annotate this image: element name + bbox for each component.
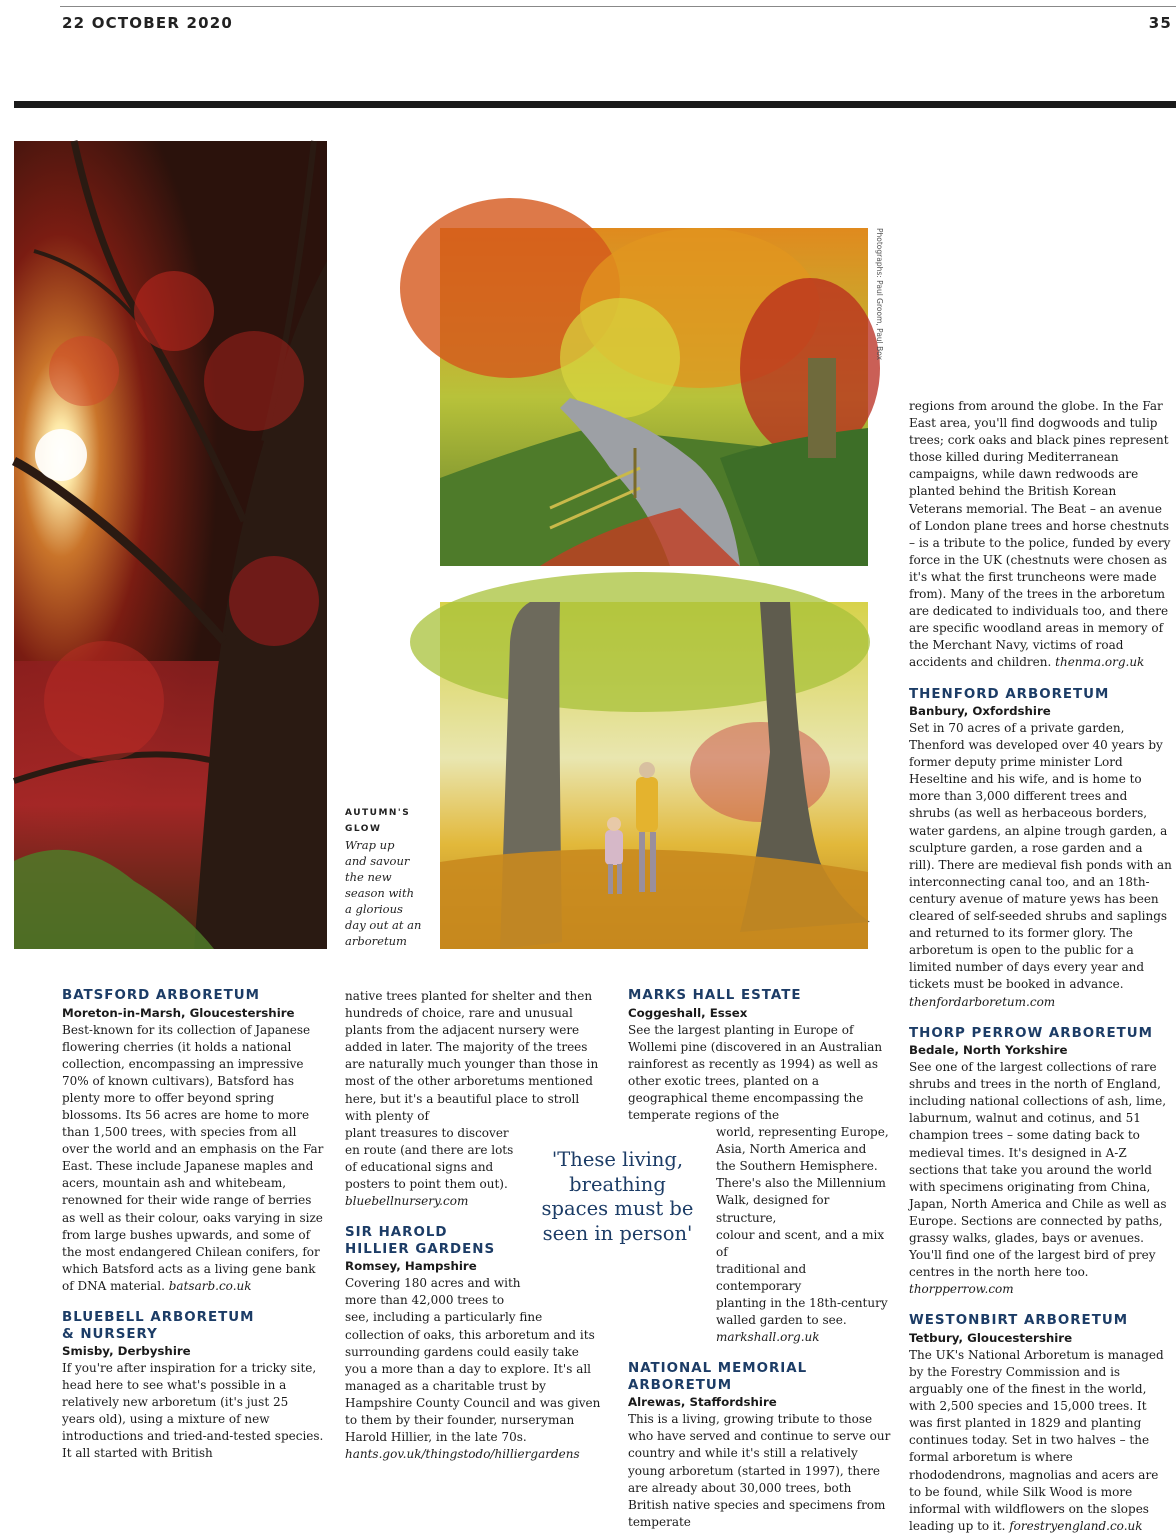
- national-memorial-location: Alrewas, Staffordshire: [628, 1395, 777, 1410]
- batsford-body: Best-known for its collection of Japanese flowering cherries (it holds a national collection, encompassing an impressive 70% of known cultivars), Batsford has plenty more to offer beyond spring blossoms. Its 56 acres are home to more than 1,500 trees, with species from all over the world and an emphasis on the Far East. These include Japanese maples and acers, mountain ash and whitebeam, renowned for their wide range of berries as well as their colour, oaks varying in size from large bushes upwards, and some of the most endangered Chilean conifers, for which Batsford acts as a living gene bank of DNA material.: [62, 1022, 324, 1293]
- hillier-location: Romsey, Hampshire: [345, 1259, 477, 1274]
- photo-caption: [345, 805, 427, 949]
- bluebell-location: Smisby, Derbyshire: [62, 1344, 191, 1358]
- marks-hall-body-line: walled garden to see.: [716, 1313, 847, 1328]
- bluebell-body-line: plant treasures to discover: [345, 1125, 509, 1140]
- photo-autumn-path: [440, 228, 868, 566]
- photo-autumn-tree-sunburst: [14, 141, 327, 949]
- westonbirt-body: The UK's National Arboretum is managed by the Forestry Commission and is arguably one of the finest in the world, with 2,500 species and 15,000 trees. It was first planted in 1829 and planting continues today. Set in two halves – the formal arboretum is where rhododendrons, magnolias and acers are to be found, while Silk Wood is more informal with wildflowers on the slopes leading up to it.: [909, 1347, 1164, 1533]
- marks-hall-url[interactable]: markshall.org.uk: [716, 1330, 820, 1345]
- hillier-body-line: Covering 180 acres and with: [345, 1276, 521, 1291]
- marks-hall-body-line: traditional and contemporary: [716, 1261, 807, 1293]
- batsford-title: BATSFORD ARBORETUM: [62, 988, 260, 1003]
- national-memorial-body: This is a living, growing tribute to those who have served and continue to serve our country and while it's still a relatively young arboretum (started in 1997), there are already about 30,000 trees, both British native species and specimens from temperate: [628, 1412, 891, 1529]
- page-number: 35: [1148, 14, 1172, 32]
- caption-line: arboretum: [345, 934, 407, 948]
- photo-credit: Photographs: Paul Groom, Paul Box: [875, 228, 884, 361]
- pull-quote-line: 'These living,: [551, 1148, 684, 1171]
- header-rule: [60, 6, 1176, 7]
- national-memorial-url[interactable]: thenma.org.uk: [1055, 655, 1145, 670]
- westonbirt-url[interactable]: forestryengland.co.uk: [1009, 1518, 1143, 1533]
- marks-hall-location: Coggeshall, Essex: [628, 1005, 748, 1020]
- national-memorial-title: NATIONAL MEMORIAL ARBORETUM: [628, 1361, 808, 1393]
- column-4: [909, 398, 1172, 1535]
- bluebell-body-cont: native trees planted for shelter and then hundreds of choice, rare and unusual plants from the adjacent nursery were added in later. The majority of the trees are naturally much younger than those in most of the other arboretums mentioned here, but it's a beautiful place to stroll with plenty of: [345, 989, 599, 1123]
- marks-hall-body-line: Walk, designed for structure,: [716, 1193, 830, 1225]
- thenford-title: THENFORD ARBORETUM: [909, 686, 1110, 702]
- marks-hall-body-line: world, representing Europe,: [716, 1125, 889, 1140]
- bluebell-title-2: & NURSERY: [62, 1326, 158, 1342]
- marks-hall-body-line: the Southern Hemisphere.: [716, 1159, 878, 1174]
- caption-line: a glorious: [345, 902, 403, 916]
- pull-quote-line: breathing: [569, 1172, 666, 1196]
- thenford-location: Banbury, Oxfordshire: [909, 704, 1051, 718]
- westonbirt-title: WESTONBIRT ARBORETUM: [909, 1313, 1129, 1329]
- marks-hall-body-line: planting in the 18th-century: [716, 1296, 888, 1310]
- marks-hall-body: See the largest planting in Europe of Wollemi pine (discovered in an Australian rainforest as recently as 1994) as well as other exotic trees, planted on a geographical theme encompassing the temperate regions of the: [628, 1022, 883, 1122]
- thorp-perrow-location: Bedale, North Yorkshire: [909, 1043, 1068, 1058]
- hillier-title-2: HILLIER GARDENS: [345, 1241, 496, 1257]
- marks-hall-body-line: colour and scent, and a mix of: [716, 1227, 885, 1259]
- issue-date: 22 OCTOBER 2020: [62, 14, 234, 32]
- hillier-title: SIR HAROLD: [345, 1225, 448, 1241]
- caption-title: AUTUMN'S GLOW: [345, 808, 411, 834]
- thorp-perrow-url[interactable]: thorpperrow.com: [909, 1282, 1014, 1297]
- column-3: [628, 988, 893, 1531]
- thenford-url[interactable]: thenfordarboretum.com: [909, 994, 1056, 1009]
- caption-line: day out at an: [345, 918, 422, 932]
- section-divider: [14, 101, 1176, 108]
- bluebell-body-line: en route (and there are lots: [345, 1142, 514, 1157]
- bluebell-url[interactable]: bluebellnursery.com: [345, 1194, 469, 1209]
- thorp-perrow-body: See one of the largest collections of rare shrubs and trees in the north of England, including national collections of ash, lime, laburnum, walnut and cotinus, and 51 champion trees – some dating back to medieval times. It's designed in A-Z sections that take you around the world with specimens originating from China, Japan, North America and Chile as well as Europe. Sections are connected by paths, grassy walks, glades, bays or avenues. You'll find one of the largest bird of prey centres in the north here too.: [909, 1060, 1167, 1280]
- thenford-body: Set in 70 acres of a private garden, Thenford was developed over 40 years by former deputy prime minister Lord Heseltine and his wife, and is home to more than 3,000 different trees and shrubs (as well as herbaceous borders, water gardens, an alpine trough garden, a sculpture garden, a rose garden and a rill). There are medieval fish ponds with an interconnecting canal too, and an 18th-century avenue of mature yews has been cleared of self-seeded shrubs and saplings and returned to its former glory. The arboretum is open to the public for a limited number of days every year and tickets must be booked in advance.: [909, 721, 1172, 992]
- hillier-url[interactable]: hants.gov.uk/thingstodo/hilliergardens: [345, 1447, 580, 1462]
- westonbirt-location: Tetbury, Gloucestershire: [909, 1330, 1073, 1345]
- caption-line: season with: [345, 886, 414, 900]
- pull-quote-line: seen in person': [542, 1221, 693, 1245]
- marks-hall-title: MARKS HALL ESTATE: [628, 988, 802, 1003]
- bluebell-body: If you're after inspiration for a tricky site, head here to see what's possible in a relatively new arboretum (it's just 25 years old), using a mixture of new introductions and tried-and-tested species. It all started with British: [62, 1361, 324, 1461]
- hillier-body-line: more than 42,000 trees to: [345, 1293, 505, 1308]
- bluebell-body-line: posters to point them out).: [345, 1177, 508, 1192]
- column-1: [62, 988, 324, 1463]
- caption-line: and savour: [345, 854, 410, 868]
- caption-line: Wrap up: [345, 838, 395, 852]
- caption-line: the new: [345, 870, 392, 884]
- marks-hall-body-line: Asia, North America and: [716, 1142, 867, 1157]
- hillier-body: see, including a particularly fine collection of oaks, this arboretum and its surrounding gardens could easily take you a more than a day to explore. It's all managed as a charitable trust by Hampshire County Council and was given to them by their founder, nurseryman Harold Hillier, in the late 70s.: [345, 1310, 601, 1445]
- bluebell-title: BLUEBELL ARBORETUM: [62, 1310, 255, 1325]
- thorp-perrow-title: THORP PERROW ARBORETUM: [909, 1025, 1153, 1041]
- pull-quote-line: spaces must be: [541, 1197, 694, 1220]
- batsford-location: Moreton-in-Marsh, Gloucestershire: [62, 1005, 295, 1020]
- batsford-url[interactable]: batsarb.co.uk: [168, 1278, 252, 1293]
- bluebell-body-line: of educational signs and: [345, 1159, 494, 1174]
- national-memorial-body-cont: regions from around the globe. In the Far East area, you'll find dogwoods and tulip trees; cork oaks and black pines represent those killed during Mediterranean campaigns, while dawn redwoods are planted behind the British Korean Veterans memorial. The Beat – an avenue of London plane trees and horse chestnuts – is a tribute to the police, funded by every force in the UK (chestnuts were chosen as it's what the first truncheons were made from). Many of the trees in the arboretum are dedicated to individuals too, and there are specific woodland areas in memory of the Merchant Navy, victims of road accidents and children.: [909, 399, 1171, 670]
- photo-family-walk: [440, 602, 868, 949]
- marks-hall-body-line: There's also the Millennium: [716, 1176, 886, 1191]
